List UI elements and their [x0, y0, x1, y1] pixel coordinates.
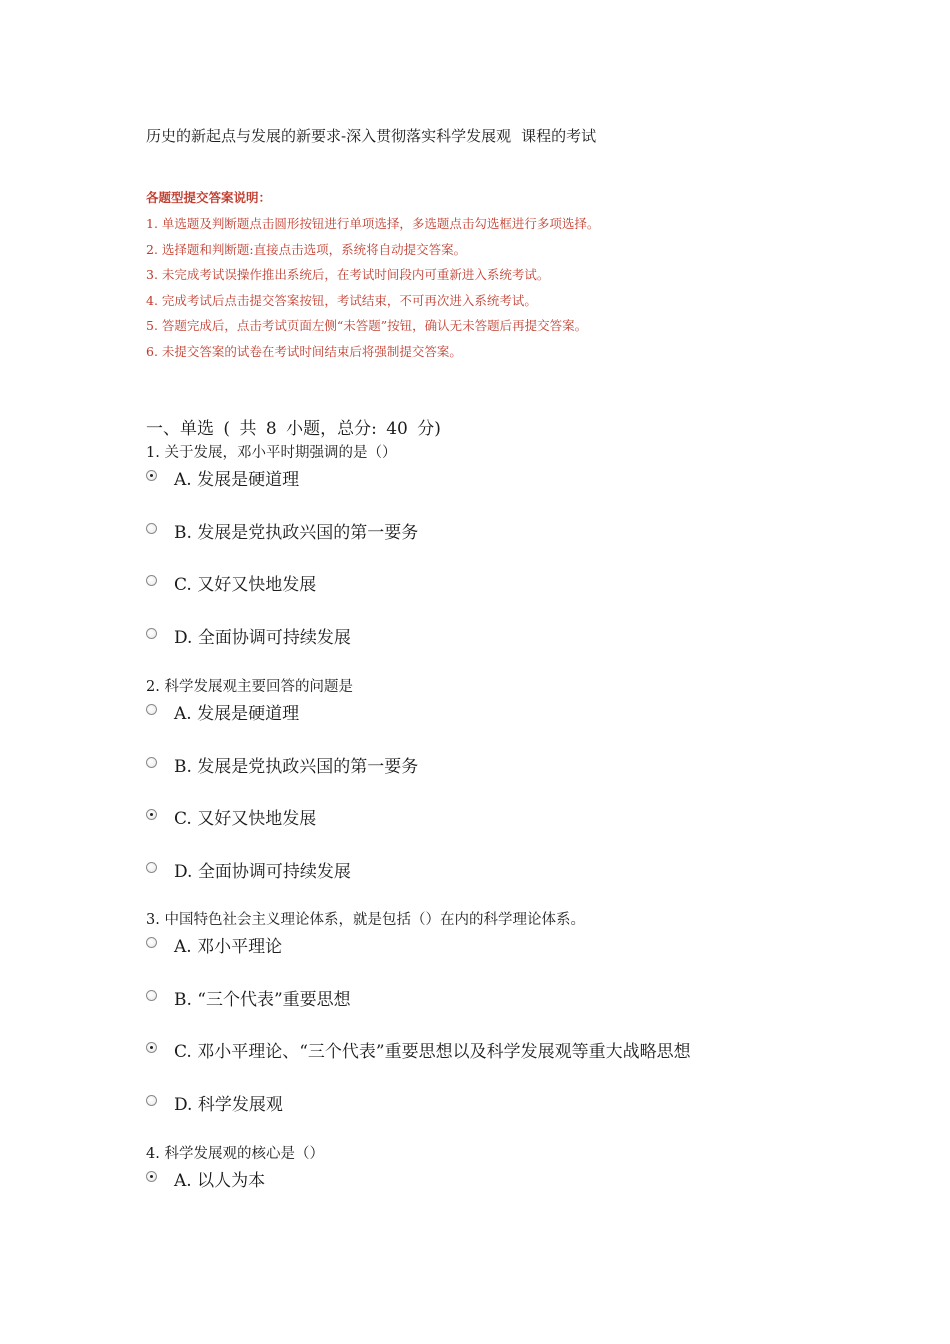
radio-button[interactable] [146, 937, 157, 948]
radio-button[interactable] [146, 704, 157, 715]
instruction-line: 2. 选择题和判断题:直接点击选项，系统将自动提交答案。 [146, 241, 467, 257]
option-label[interactable]: D. 全面协调可持续发展 [174, 861, 351, 882]
option-label[interactable]: C. 邓小平理论、“三个代表”重要思想以及科学发展观等重大战略思想 [174, 1042, 691, 1062]
option-label[interactable]: B. 发展是党执政兴国的第一要务 [174, 756, 419, 777]
option-3a[interactable] [146, 931, 585, 984]
option-3d[interactable] [146, 1089, 585, 1142]
radio-button[interactable] [146, 470, 157, 481]
question-4 [146, 1145, 324, 1218]
radio-button[interactable] [146, 1095, 157, 1106]
radio-button[interactable] [146, 523, 157, 534]
radio-button[interactable] [146, 1042, 157, 1053]
instruction-line: 3. 未完成考试误操作推出系统后，在考试时间段内可重新进入系统考试。 [146, 267, 550, 282]
option-2d[interactable] [146, 856, 353, 909]
radio-button[interactable] [146, 575, 157, 586]
radio-button[interactable] [146, 990, 157, 1001]
instruction-line: 6. 未提交答案的试卷在考试时间结束后将强制提交答案。 [146, 343, 462, 359]
question-stem: 2. 科学发展观主要回答的问题是 [146, 679, 353, 695]
option-label[interactable]: D. 科学发展观 [174, 1094, 283, 1115]
option-label[interactable]: D. 全面协调可持续发展 [174, 627, 351, 648]
radio-button[interactable] [146, 628, 157, 639]
option-label[interactable]: A. 以人为本 [174, 1171, 266, 1191]
option-3b[interactable] [146, 984, 585, 1037]
instructions-block [146, 190, 599, 369]
option-label[interactable]: B. 发展是党执政兴国的第一要务 [174, 522, 419, 543]
section-title: 一、单选 ( 共 8 小题，总分: 40 分) [146, 419, 441, 439]
radio-dot [150, 813, 153, 816]
option-4a[interactable] [146, 1165, 324, 1218]
option-2a[interactable] [146, 698, 353, 751]
question-stem: 3. 中国特色社会主义理论体系，就是包括（）在内的科学理论体系。 [146, 912, 585, 928]
radio-button[interactable] [146, 809, 157, 820]
option-2b[interactable] [146, 751, 419, 804]
exam-title [146, 126, 596, 146]
radio-dot [150, 1175, 153, 1178]
option-1b[interactable] [146, 517, 419, 570]
option-label[interactable]: C. 又好又快地发展 [174, 575, 317, 595]
option-1c[interactable] [146, 569, 396, 622]
exam-title-main: 历史的新起点与发展的新要求-深入贯彻落实科学发展观 [146, 127, 512, 145]
option-label[interactable]: B. “三个代表”重要思想 [174, 989, 351, 1010]
instruction-line: 1. 单选题及判断题点击圆形按钮进行单项选择，多选题点击勾选框进行多项选择。 [146, 216, 600, 231]
instruction-line: 4. 完成考试后点击提交答案按钮，考试结束，不可再次进入系统考试。 [146, 292, 537, 308]
option-label[interactable]: A. 发展是硬道理 [174, 704, 300, 724]
option-1a[interactable] [146, 464, 396, 517]
question-stem: 1. 关于发展，邓小平时期强调的是（） [146, 445, 397, 461]
question-3 [146, 911, 691, 1141]
instruction-line: 5. 答题完成后，点击考试页面左侧“未答题”按钮，确认无未答题后再提交答案。 [146, 318, 588, 333]
option-2c[interactable] [146, 803, 353, 856]
exam-title-suffix: 课程的考试 [521, 127, 597, 145]
option-label[interactable]: A. 邓小平理论 [174, 937, 283, 957]
question-1 [146, 444, 419, 674]
radio-dot [150, 474, 153, 477]
question-stem: 4. 科学发展观的核心是（） [146, 1146, 324, 1162]
question-2 [146, 678, 419, 908]
instructions-heading: 各题型提交答案说明： [146, 190, 272, 205]
radio-dot [150, 1046, 153, 1049]
option-label[interactable]: A. 发展是硬道理 [174, 470, 300, 490]
option-1d[interactable] [146, 622, 396, 675]
option-label[interactable]: C. 又好又快地发展 [174, 809, 317, 829]
option-3c[interactable] [146, 1036, 691, 1089]
radio-button[interactable] [146, 757, 157, 768]
radio-button[interactable] [146, 1171, 157, 1182]
radio-button[interactable] [146, 862, 157, 873]
